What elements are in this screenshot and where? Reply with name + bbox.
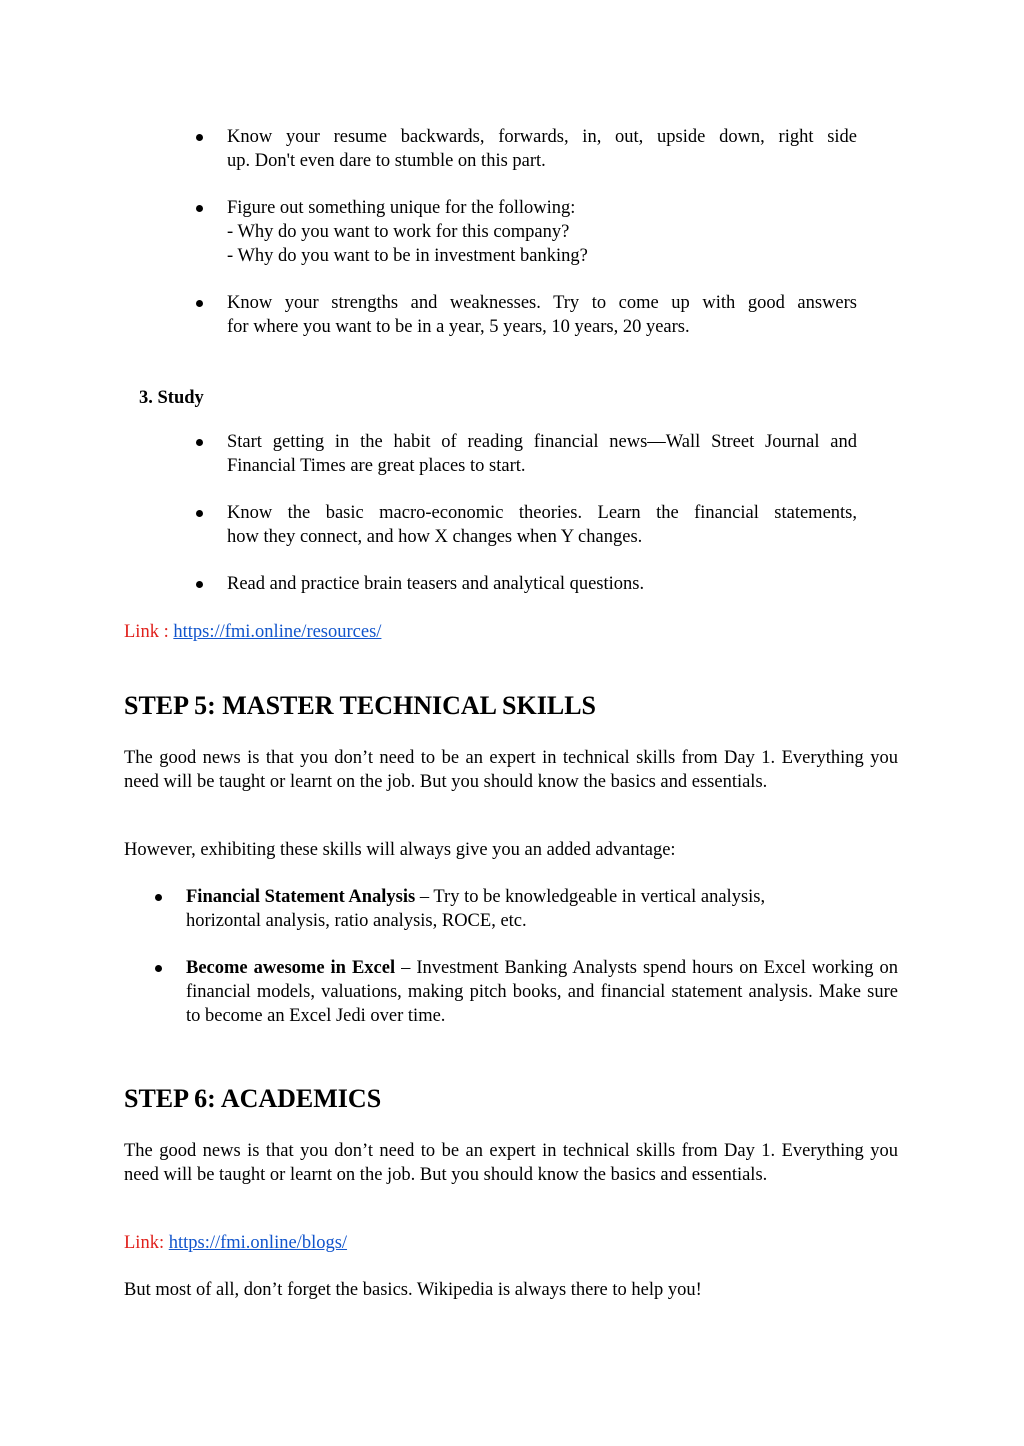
- blogs-link-row: [124, 1231, 347, 1255]
- bold-term: Become awesome in Excel: [186, 958, 396, 978]
- link-label: Link:: [124, 1233, 169, 1253]
- list-item-line: how they connect, and how X changes when Y changes.: [227, 527, 643, 547]
- list-item-line: Know the basic macro-economic theories. Learn the financial statements,: [227, 503, 857, 523]
- closing-paragraph: But most of all, don’t forget the basics. Wikipedia is always there to help you!: [124, 1280, 702, 1300]
- bold-term: Financial Statement Analysis: [186, 887, 416, 907]
- bullet-icon: [196, 581, 203, 588]
- section-heading: STEP 5: MASTER TECHNICAL SKILLS: [124, 691, 596, 720]
- blogs-link[interactable]: https://fmi.online/blogs/: [168, 1233, 348, 1253]
- link-label: Link :: [124, 622, 174, 642]
- bullet-icon: [196, 300, 203, 307]
- list-item-line: Start getting in the habit of reading financial news—Wall Street Journal and: [227, 432, 857, 452]
- list-item: [196, 291, 857, 339]
- resources-link-row: [124, 620, 381, 644]
- list-item-text: – Investment Banking Analysts spend hours on Excel working on financial models, valuations, making pitch books, and financial statement analysis. Make sure to become an Excel Jedi over time.: [186, 958, 899, 1026]
- list-item-line: Figure out something unique for the following:: [227, 198, 576, 218]
- list-item-line: Financial Times are great places to start.: [227, 456, 526, 476]
- list-item-line: - Why do you want to be in investment banking?: [227, 246, 588, 266]
- list-item-line: Know your resume backwards, forwards, in, out, upside down, right side: [227, 127, 857, 147]
- section-heading: STEP 6: ACADEMICS: [124, 1084, 382, 1113]
- list-item: [196, 196, 857, 268]
- resources-link[interactable]: https://fmi.online/resources/: [173, 622, 382, 642]
- list-item-line: - Why do you want to work for this company?: [227, 222, 570, 242]
- subsection-heading: 3. Study: [139, 388, 204, 408]
- paragraph: However, exhibiting these skills will always give you an added advantage:: [124, 840, 676, 860]
- paragraph: The good news is that you don’t need to be an expert in technical skills from Day 1. Everything you need will be taught or learnt on the job. But you should know the basics and essentials.: [124, 1141, 898, 1185]
- list-item-line: up. Don't even dare to stumble on this part.: [227, 151, 546, 171]
- list-item-line: Know your strengths and weaknesses. Try to come up with good answers: [227, 293, 857, 313]
- bullet-icon: [196, 205, 203, 212]
- paragraph: The good news is that you don’t need to be an expert in technical skills from Day 1. Everything you need will be taught or learnt on the job. But you should know the basics and essentials.: [124, 748, 898, 792]
- list-item: [155, 956, 898, 1028]
- list-item-line: Read and practice brain teasers and analytical questions.: [227, 574, 645, 594]
- bullet-icon: [155, 965, 162, 972]
- list-item: [196, 501, 857, 549]
- list-item: [196, 125, 857, 173]
- bullet-icon: [196, 510, 203, 517]
- list-item: [196, 572, 857, 596]
- list-item: [155, 885, 898, 933]
- bullet-icon: [196, 134, 203, 141]
- bullet-icon: [155, 894, 162, 901]
- list-item-line: for where you want to be in a year, 5 years, 10 years, 20 years.: [227, 317, 690, 337]
- bullet-icon: [196, 439, 203, 446]
- list-item: [196, 430, 857, 478]
- list-item-text: – Try to be knowledgeable in vertical analysis, horizontal analysis, ratio analysis, ROCE, etc.: [186, 887, 766, 931]
